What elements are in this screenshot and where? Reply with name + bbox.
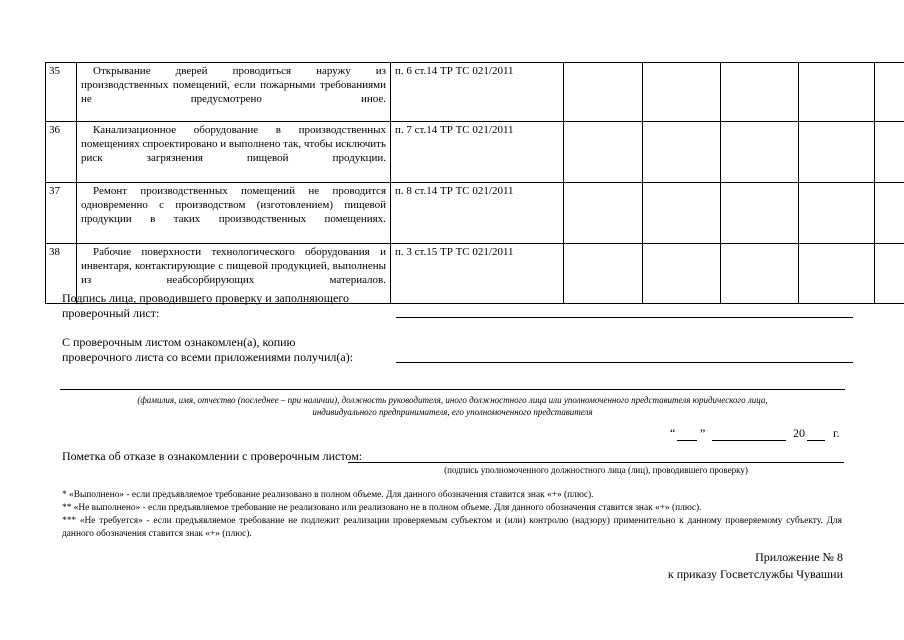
mark-cell[interactable] [643,63,721,122]
row-number: 36 [46,122,77,183]
mark-cell[interactable] [643,183,721,244]
refusal-label: Пометка об отказе в ознакомлении с проверочным листом: [62,449,363,463]
footnote-not-completed: ** «Не выполнено» - если предъявляемое требование не реализовано или реализовано не в полном объеме. Для данного обозначения ставится знак «+» (плюс). [62,503,702,513]
date-month-line[interactable] [712,440,786,441]
mark-cell[interactable] [564,63,643,122]
table-row [46,122,904,183]
date-year-line[interactable] [807,440,825,441]
requirement-text: Канализационное оборудование в производственных помещениях спроектировано и выполнено так, чтобы исключить риск загрязнения пищевой продукции. [77,122,391,183]
footnotes [62,489,842,541]
person-details-line[interactable] [60,389,845,390]
date-field [670,426,850,442]
refusal-caption: (подпись уполномоченного должностного лица (лиц), проводившего проверку) [444,465,748,475]
appendix-note [560,549,843,583]
mark-cell[interactable] [721,63,799,122]
row-number: 37 [46,183,77,244]
footnote-completed: * «Выполнено» - если предъявляемое требование реализовано в полном объеме. Для данного обозначения ставится знак «+» (плюс). [62,490,594,500]
mark-cell[interactable] [875,63,904,122]
footnote-not-required: *** «Не требуется» - если предъявляемое требование не подлежит реализации проверяемым субъектом и (или) контролю (надзору) применительно к данному проверяемому субъекту. Для данного обозначения ставится знак «+» (плюс). [62,516,842,539]
row-number: 38 [46,244,77,304]
inspector-signature-line[interactable] [396,317,853,318]
inspector-signature-label: Подпись лица, проводившего проверку и заполняющего проверочный лист: [62,291,349,320]
mark-cell[interactable] [799,183,875,244]
mark-cell[interactable] [875,244,904,304]
mark-cell[interactable] [799,63,875,122]
mark-cell[interactable] [799,244,875,304]
table-row [46,183,904,244]
acquainted-signature-label: С проверочным листом ознакомлен(а), копию проверочного листа со всеми приложениями получил(а): [62,335,354,364]
table-row [46,63,904,122]
date-day-line[interactable] [677,440,697,441]
date-year-suffix: г. [833,426,840,440]
regulation-reference: п. 7 ст.14 ТР ТС 021/2011 [391,122,564,183]
appendix-number: Приложение № 8 [755,550,843,564]
mark-cell[interactable] [721,244,799,304]
mark-cell[interactable] [799,122,875,183]
row-number: 35 [46,63,77,122]
requirement-text: Ремонт производственных помещений не проводится одновременно с производством (изготовлением) пищевой продукции в таких производственных помещениях. [77,183,391,244]
checklist-table [45,62,904,304]
mark-cell[interactable] [643,244,721,304]
regulation-reference: п. 3 ст.15 ТР ТС 021/2011 [391,244,564,304]
person-details-caption: (фамилия, имя, отчество (последнее – при наличии), должность руководителя, иного должностного лица или уполномоченного представителя юридического лица, индивидуального предпринимателя, его уполномоченного представителя [137,395,768,417]
mark-cell[interactable] [564,122,643,183]
date-open-quote: “ [670,426,676,440]
date-year-prefix: 20 [793,426,805,440]
refusal-signature-line[interactable] [348,462,844,463]
acquainted-signature-line[interactable] [396,362,853,363]
mark-cell[interactable] [721,122,799,183]
mark-cell[interactable] [721,183,799,244]
mark-cell[interactable] [564,244,643,304]
regulation-reference: п. 8 ст.14 ТР ТС 021/2011 [391,183,564,244]
requirement-text: Открывание дверей проводиться наружу из производственных помещений, если пожарными требованиями не предусмотрено иное. [77,63,391,122]
requirement-text: Рабочие поверхности технологического оборудования и инвентаря, контактирующие с пищевой продукцией, выполнены из неабсорбирующих материалов. [77,244,391,304]
mark-cell[interactable] [643,122,721,183]
date-close-quote: ” [700,426,706,440]
mark-cell[interactable] [875,183,904,244]
mark-cell[interactable] [875,122,904,183]
mark-cell[interactable] [564,183,643,244]
regulation-reference: п. 6 ст.14 ТР ТС 021/2011 [391,63,564,122]
appendix-order: к приказу Госветслужбы Чувашии [667,567,843,581]
